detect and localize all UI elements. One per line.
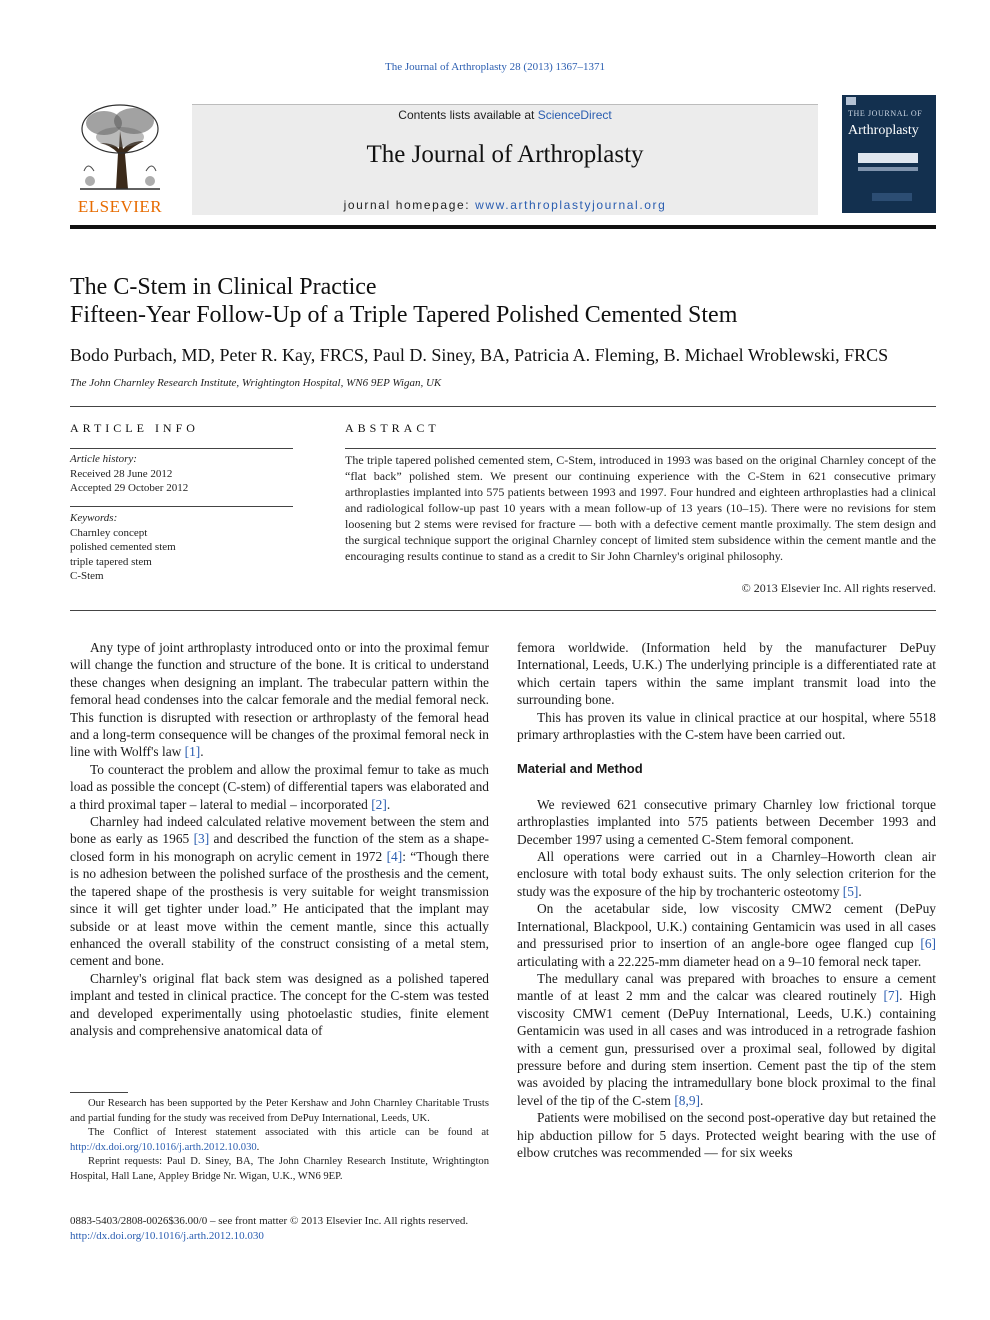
sciencedirect-link[interactable]: ScienceDirect bbox=[537, 108, 612, 122]
homepage-line bbox=[192, 198, 818, 212]
front-matter-info bbox=[70, 1214, 468, 1243]
article-history bbox=[70, 452, 188, 496]
citation-ref[interactable]: [5] bbox=[842, 883, 859, 899]
keywords-block bbox=[70, 511, 176, 584]
body-right-column bbox=[517, 639, 936, 1161]
cover-logo-mark bbox=[846, 97, 856, 105]
footnote-conflict: The Conflict of Interest statement associated with this article can be found at http://dx.doi.org/10.1016/j.arth.2012.10.030. bbox=[70, 1127, 489, 1153]
abstract-text: The triple tapered polished cemented stem, C-Stem, introduced in 1993 was based on the original Charnley concept of the “flat back” polished stem. We present our continuing experience with the C-Stem in 621 consecutive primary arthroplasties implanted into 575 patients between 1993 and 1997. Four hundred and eighteen arthroplasties had a clinical and radiological follow-up past 10 years with a mean follow-up of 13 years (10–15). There were no revisions for stem loosening but 2 stems were revised for fracture — both with a defective cement mantle proximally. The stem design and the surgical technique support the original Charnley concept of limited stem subsidence within the cement mantle and the encouraging results continue to stand as a credit to Sir John Charnley's original philosophy. bbox=[345, 453, 936, 563]
elsevier-wordmark: ELSEVIER bbox=[77, 197, 163, 216]
abstract-rule-top bbox=[345, 448, 936, 449]
info-rule-top bbox=[70, 448, 293, 449]
paragraph: On the acetabular side, low viscosity CMW2 cement (DePuy International, Blackpool, U.K.) containing Gentamicin was used in all cases and pressurised prior to insertion of an angle-bore ogee flanged cup [6] articulating with a 22.225-mm diameter head on a 9–10 femoral neck taper. bbox=[517, 901, 936, 969]
footnotes bbox=[70, 1097, 489, 1184]
paragraph: To counteract the problem and allow the proximal femur to take as much load as possible the concept (C-stem) of differential tapers was elaborated and a third proximal taper – lateral to medial – incorporated [2]. bbox=[70, 761, 489, 812]
abstract-copyright: © 2013 Elsevier Inc. All rights reserved. bbox=[741, 581, 936, 595]
title-rule bbox=[70, 406, 936, 407]
section-heading: Material and Method bbox=[517, 761, 643, 777]
cover-divider bbox=[858, 167, 918, 171]
paragraph: Any type of joint arthroplasty introduced onto or into the proximal femur will change the function and structure of the bone. It is critical to understand these changes when designing an implant. The trabecular pattern within the femoral head condenses into the calcar femorale and the medial femoral neck. This function is disrupted with resection or arthroplasty of the femoral head and a long-term consequence will be changes of the proximal femoral neck in line with Wolff's law [1]. bbox=[70, 640, 489, 760]
citation-ref[interactable]: [3] bbox=[193, 831, 210, 847]
paragraph: We reviewed 621 consecutive primary Charnley low frictional torque arthroplasties implanted into 575 patients between December 1993 and December 1997 using a cemented C-Stem femoral component. bbox=[517, 796, 936, 847]
affiliation: The John Charnley Research Institute, Wrightington Hospital, WN6 9EP Wigan, UK bbox=[70, 377, 442, 389]
citation-ref[interactable]: [4] bbox=[386, 848, 403, 864]
paragraph: This has proven its value in clinical practice at our hospital, where 5518 primary arthroplasties with the C-stem have been carried out. bbox=[517, 709, 936, 743]
journal-cover-thumbnail[interactable] bbox=[842, 95, 936, 213]
keyword-item: C-Stem bbox=[70, 570, 104, 582]
keywords-label: Keywords: bbox=[70, 512, 118, 524]
paragraph: All operations were carried out in a Charnley–Howorth clean air enclosure with total body exhaust suits. The only selection criterion for the study was the exposure of the hip by trochanteric osteotomy [5]. bbox=[517, 849, 936, 899]
journal-citation[interactable]: The Journal of Arthroplasty 28 (2013) 1367–1371 bbox=[385, 61, 605, 73]
citation-ref[interactable]: [8,9] bbox=[674, 1092, 700, 1108]
paragraph: femora worldwide. (Information held by the manufacturer DePuy International, Leeds, U.K.) The underlying principle is a differentiated rate at which certain tapers within the same implant transmit load into the surrounding bone. bbox=[517, 640, 936, 708]
contents-line bbox=[192, 108, 818, 122]
cover-society-band bbox=[858, 153, 918, 163]
cover-title-small: THE JOURNAL OF bbox=[848, 109, 923, 118]
body-left-column bbox=[70, 639, 489, 1039]
article-title: The C-Stem in Clinical Practice bbox=[70, 274, 377, 300]
accepted-date: Accepted 29 October 2012 bbox=[70, 482, 189, 494]
masthead-rule bbox=[70, 225, 936, 229]
footnote-reprints: Reprint requests: Paul D. Siney, BA, The John Charnley Research Institute, Wrightington Hospital, Hall Lane, Appley Bridge Nr. Wigan, U.K., WN6 9EP. bbox=[70, 1156, 489, 1182]
paragraph: The medullary canal was prepared with broaches to ensure a cement mantle of at least 2 mm and the calcar was cleared routinely [7]. High viscosity CMW1 cement (DePuy International, Leeds, U.K.) containing Gentamicin was used in all cases and was introduced in a retrograde fashion with a cement gun, pressurised over a proximal seal, followed by digital pressure before and during stem insertion. Cement past the tip of the stem was avoided by placing the intramedullary bone block proximal to the final level of the tip of the C-stem [8,9]. bbox=[517, 970, 936, 1108]
history-label: Article history: bbox=[70, 453, 137, 465]
elsevier-logo bbox=[70, 101, 170, 215]
keyword-item: Charnley concept bbox=[70, 526, 148, 539]
citation-ref[interactable]: [6] bbox=[920, 936, 936, 952]
conflict-statement-link[interactable]: http://dx.doi.org/10.1016/j.arth.2012.10.030 bbox=[70, 1141, 257, 1153]
elsevier-tree-icon bbox=[70, 101, 170, 195]
journal-masthead bbox=[192, 104, 818, 215]
paragraph: Charnley had indeed calculated relative movement between the stem and bone as early as 1965 [3] and described the function of the stem as a shape-closed form in his monograph on acrylic cement in 1972 [4]: “Though there is no adhesion between the polished surface of the prosthesis and the cement, the tapered shape of the prosthesis is very suitable for weight transmission since it will get tighter under load.” He anticipated that the implant may subside or at least move within the cement mantle, since this actually enhanced the overall stability of the construct consisting of a metal stem, cement and bone. bbox=[70, 814, 490, 969]
info-rule-mid bbox=[70, 506, 293, 507]
footnote-rule bbox=[70, 1092, 128, 1093]
paragraph: Charnley's original flat back stem was designed as a polished tapered implant and tested in clinical practice. The concept for the C-stem was tested and developed experimentally using photoelastic studies, finite element analysis and comprehensive anatomical data of bbox=[70, 970, 489, 1038]
article-subtitle: Fifteen-Year Follow-Up of a Triple Tapered Polished Cemented Stem bbox=[70, 302, 738, 328]
article-info-heading: ARTICLE INFO bbox=[70, 421, 199, 435]
footnote-funding: Our Research has been supported by the Peter Kershaw and John Charnley Charitable Trusts and partial funding for the study was received from DePuy International, Leeds, UK. bbox=[70, 1098, 489, 1124]
cover-footer-mark bbox=[872, 193, 912, 201]
contents-prefix: Contents lists available at bbox=[398, 108, 538, 122]
homepage-link[interactable]: www.arthroplastyjournal.org bbox=[475, 198, 667, 212]
journal-title: The Journal of Arthroplasty bbox=[366, 141, 644, 168]
issn-line: 0883-5403/2808-0026$36.00/0 – see front matter © 2013 Elsevier Inc. All rights reserved. bbox=[70, 1215, 469, 1227]
doi-link[interactable]: http://dx.doi.org/10.1016/j.arth.2012.10.030 bbox=[70, 1229, 264, 1242]
citation-ref[interactable]: [1] bbox=[184, 744, 201, 760]
citation-ref[interactable]: [7] bbox=[883, 988, 900, 1004]
received-date: Received 28 June 2012 bbox=[70, 467, 173, 480]
cover-title-large: Arthroplasty bbox=[848, 123, 919, 138]
keyword-item: polished cemented stem bbox=[70, 541, 176, 553]
abstract-rule-bottom bbox=[70, 610, 936, 611]
keyword-item: triple tapered stem bbox=[70, 555, 152, 568]
author-list: Bodo Purbach, MD, Peter R. Kay, FRCS, Paul D. Siney, BA, Patricia A. Fleming, B. Michael Wroblewski, FRCS bbox=[70, 345, 889, 365]
citation-ref[interactable]: [2] bbox=[371, 796, 387, 812]
paragraph: Patients were mobilised on the second post-operative day but retained the hip abduction pillow for 5 days. Protected weight bearing with the use of elbow crutches was recommended — for six weeks bbox=[517, 1110, 936, 1160]
homepage-prefix: journal homepage: bbox=[343, 198, 476, 212]
abstract-heading: ABSTRACT bbox=[345, 421, 440, 435]
